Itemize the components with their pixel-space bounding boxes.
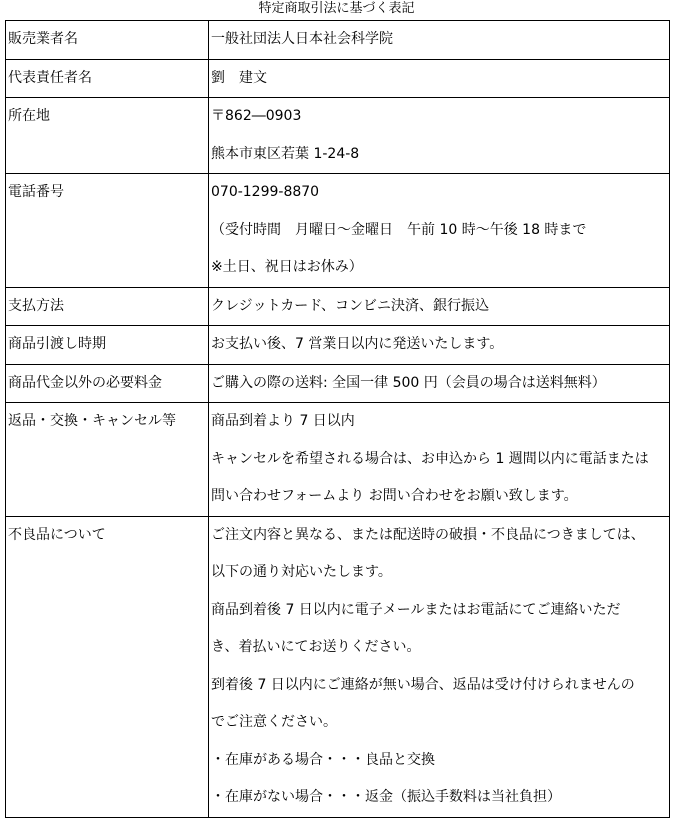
row-label: 返品・交換・キャンセル等: [6, 403, 209, 517]
table-row-phone: [6, 174, 670, 288]
table-row-seller: [6, 21, 670, 60]
row-value: [209, 403, 670, 517]
value-line: ・在庫がある場合・・・良品と交換: [211, 751, 435, 768]
table-row-address: [6, 98, 670, 174]
table-row-representative: [6, 59, 670, 98]
table-row-defective: [6, 516, 670, 817]
row-value: [209, 21, 670, 60]
row-value: [209, 287, 670, 326]
value-line: 以下の通り対応いたします。: [211, 564, 392, 580]
value-line: 一般社団法人日本社会科学院: [211, 31, 393, 47]
row-value: [209, 364, 670, 403]
row-label: 支払方法: [6, 287, 209, 326]
table-row-extra-fees: [6, 364, 670, 403]
value-line: き、着払いにてお送りください。: [211, 639, 421, 655]
row-label: 代表責任者名: [6, 59, 209, 98]
value-line: ご注文内容と異なる、または配送時の破損・不良品につきましては、: [211, 526, 645, 543]
value-line: ※土日、祝日はお休み）: [211, 259, 363, 275]
row-value: [209, 174, 670, 288]
row-value: [209, 59, 670, 98]
value-line: 到着後 7 日以内にご連絡が無い場合、返品は受け付けられませんの: [211, 676, 635, 693]
value-line: （受付時間 月曜日～金曜日 午前 10 時～午後 18 時まで: [211, 221, 587, 238]
value-line: 熊本市東区若葉 1-24-8: [211, 145, 360, 162]
value-line: 劉 建文: [211, 69, 267, 86]
row-label: 商品代金以外の必要料金: [6, 364, 209, 403]
value-line: 〒862―0903: [211, 108, 302, 124]
value-line: 商品到着より 7 日以内: [211, 413, 355, 429]
value-line: 問い合わせフォームより お問い合わせをお願い致します。: [211, 488, 578, 504]
row-label: 販売業者名: [6, 21, 209, 60]
table-row-returns: [6, 403, 670, 517]
value-line: お支払い後、7 営業日以内に発送いたします。: [211, 336, 504, 352]
row-label: 電話番号: [6, 174, 209, 288]
table-row-payment: [6, 287, 670, 326]
page-title: 特定商取引法に基づく表記: [258, 1, 415, 16]
row-value: [209, 98, 670, 174]
row-value: [209, 516, 670, 817]
value-line: クレジットカード、コンビニ決済、銀行振込: [211, 297, 489, 314]
row-label: 不良品について: [6, 516, 209, 817]
legal-notice-table: [5, 20, 670, 818]
row-label: 所在地: [6, 98, 209, 174]
table-row-delivery: [6, 326, 670, 365]
row-value: [209, 326, 670, 365]
value-line: 商品到着後 7 日以内に電子メールまたはお電話にてご連絡いただ: [211, 601, 621, 618]
value-line: キャンセルを希望される場合は、お申込から 1 週間以内に電話または: [211, 450, 649, 467]
value-line: ・在庫がない場合・・・返金（振込手数料は当社負担）: [211, 789, 561, 805]
value-line: ご購入の際の送料: 全国一律 500 円（会員の場合は送料無料）: [211, 374, 606, 391]
value-line: でご注意ください。: [211, 714, 337, 730]
value-line: 070-1299-8870: [211, 184, 320, 200]
row-label: 商品引渡し時期: [6, 326, 209, 365]
